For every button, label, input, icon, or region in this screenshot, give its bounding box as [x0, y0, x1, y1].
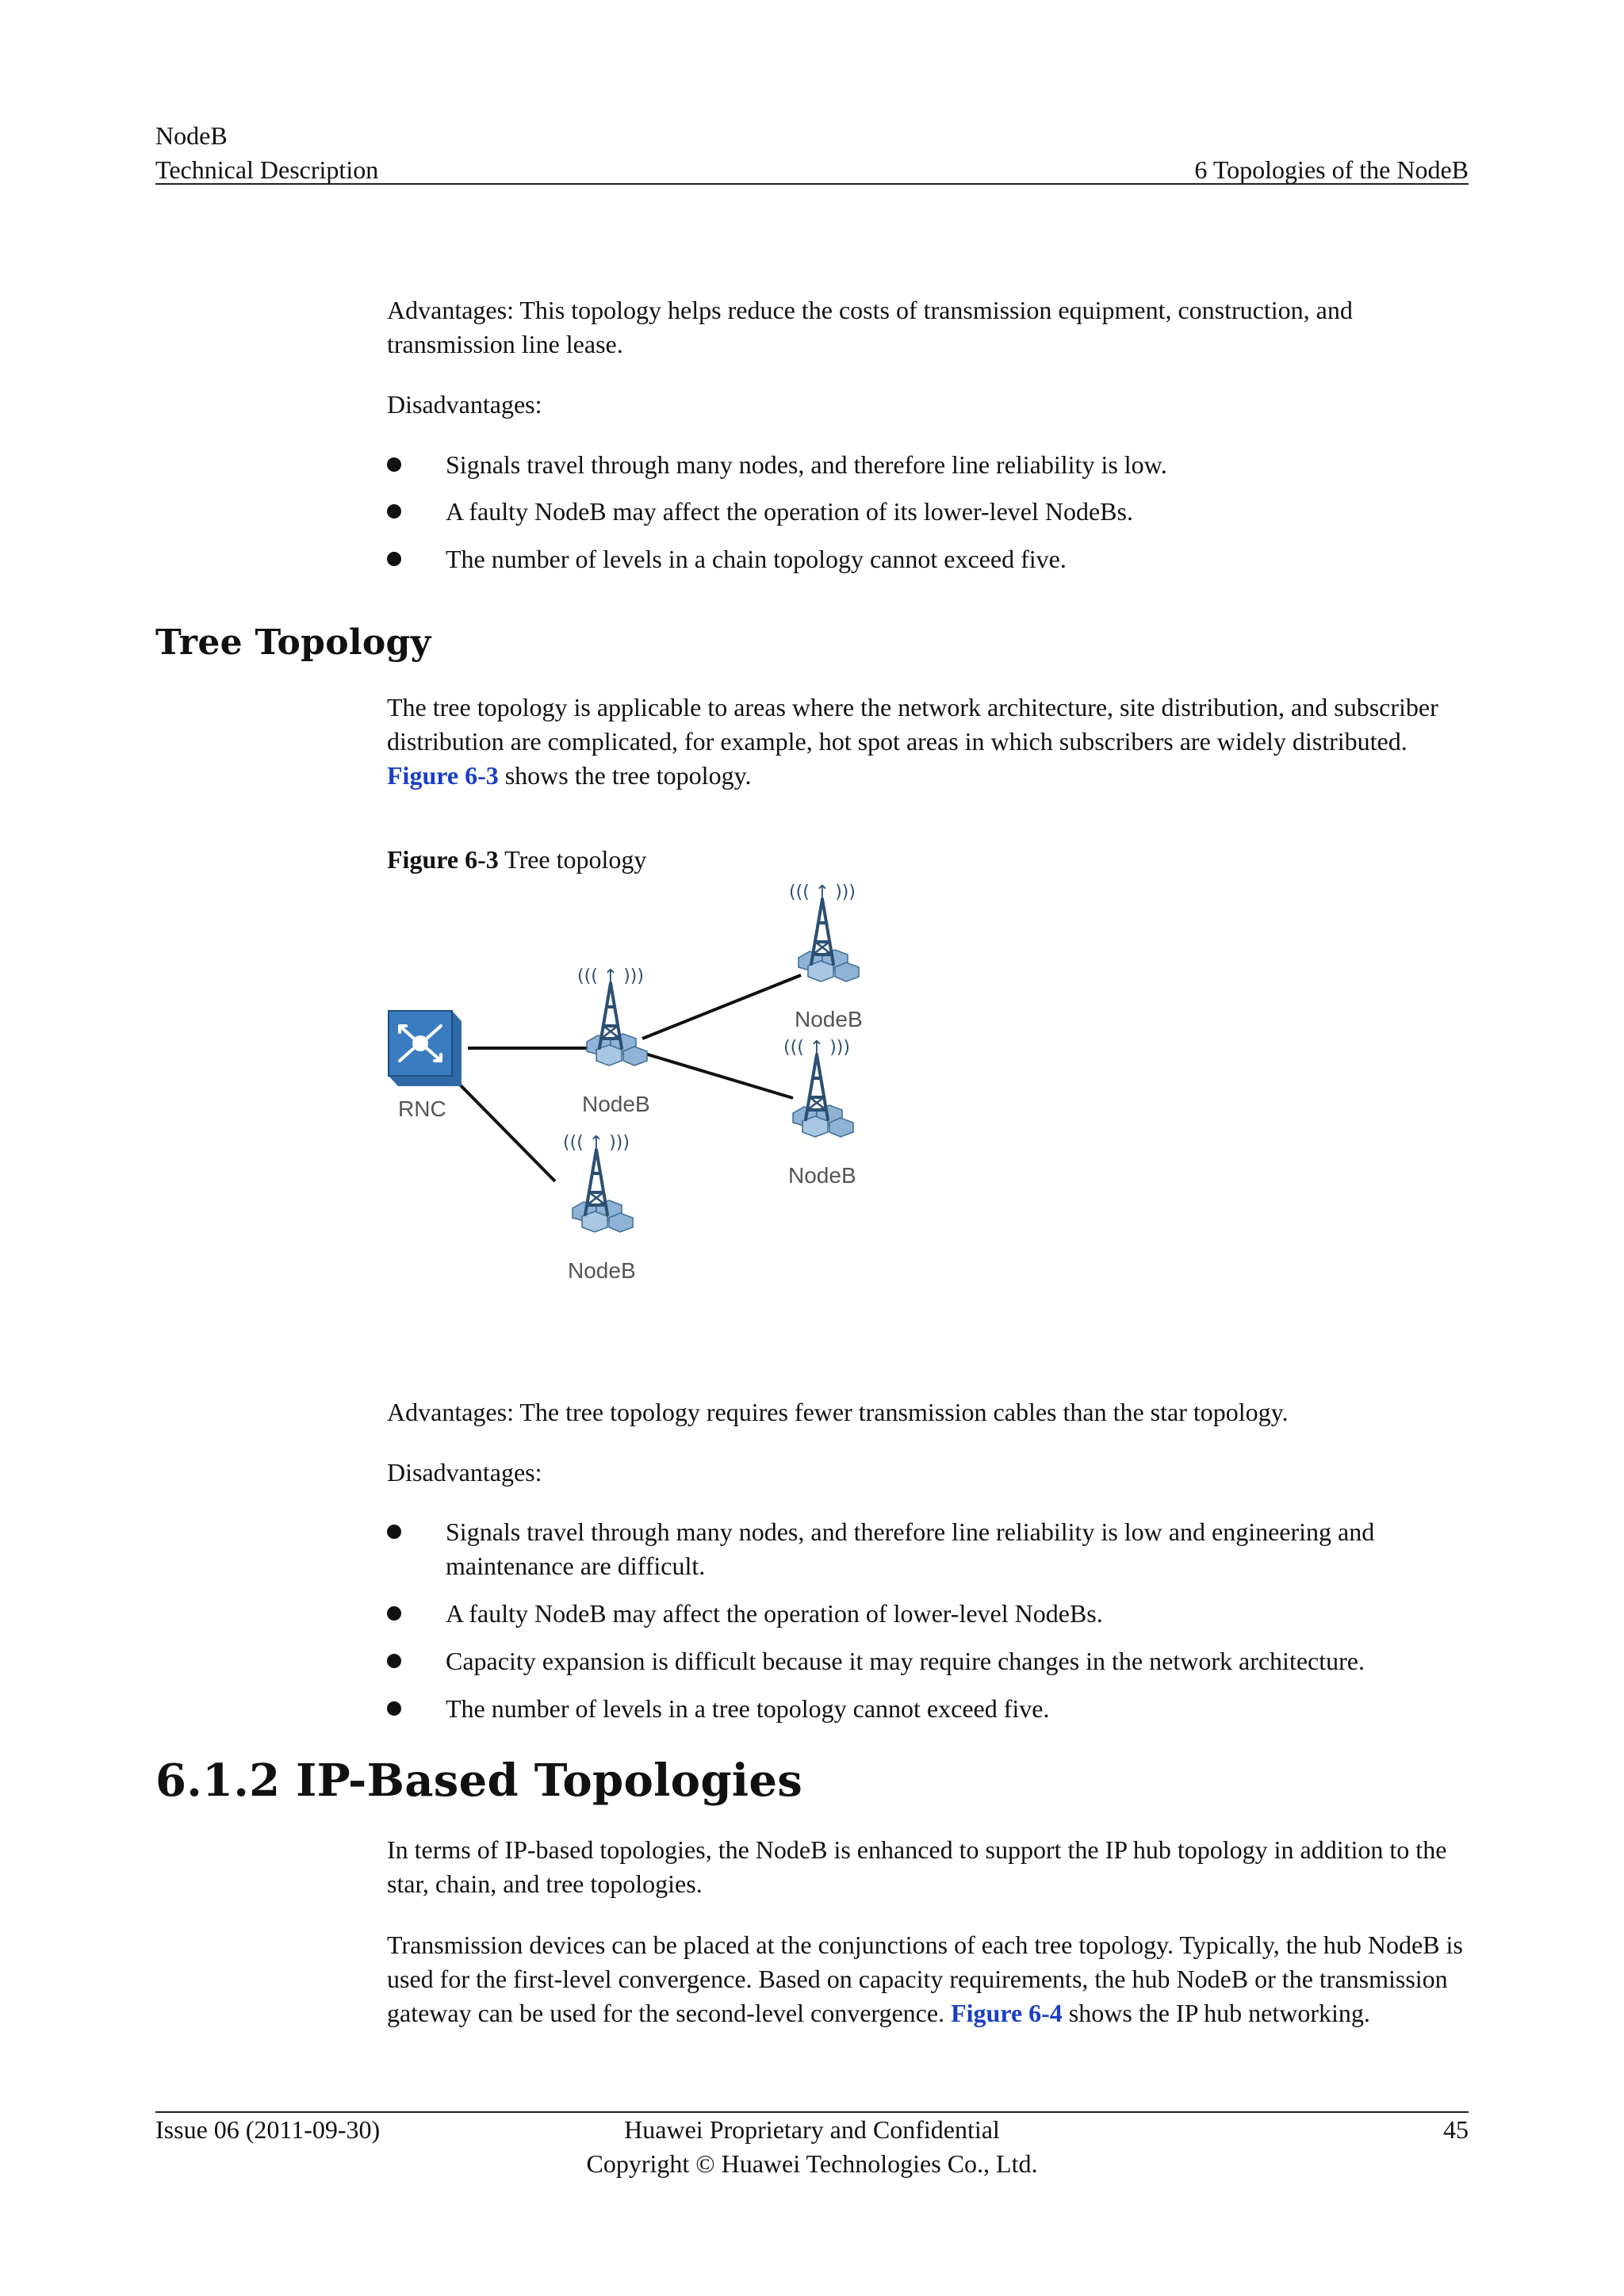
page-number: 45: [1443, 2115, 1469, 2144]
bullet-icon: [387, 1701, 401, 1716]
footer-proprietary: Huawei Proprietary and Confidential: [624, 2115, 1000, 2144]
link-rnc-bottom: [452, 1077, 555, 1181]
rnc-icon: [389, 1011, 462, 1086]
section-heading-tree: Tree Topology: [155, 622, 431, 663]
list-item: The number of levels in a tree topology cannot exceed five.: [387, 1692, 1469, 1726]
chain-disadvantages-label: Disadvantages:: [387, 390, 542, 419]
bullet-icon: [387, 457, 401, 472]
nodeb-tower-icon: [577, 966, 647, 1066]
nodeb-label: NodeB: [582, 1092, 650, 1116]
ip-paragraph-1: In terms of IP-based topologies, the NodeB is enhanced to support the IP hub topology in addition to the star, chain, and tree topologies.: [387, 1835, 1447, 1898]
figure-6-4-link[interactable]: Figure 6-4: [951, 1999, 1063, 2027]
header-product: NodeB: [155, 121, 228, 150]
figure-6-3-link[interactable]: Figure 6-3: [387, 761, 499, 790]
link-hub-right: [642, 1053, 793, 1098]
chain-advantages: Advantages: This topology helps reduce the costs of transmission equipment, construction, and transmission line lease.: [387, 296, 1353, 358]
footer-issue: Issue 06 (2011-09-30): [155, 2115, 381, 2144]
header-doc-title: Technical Description: [155, 155, 379, 184]
figure-title: Tree topology: [504, 845, 647, 874]
tree-advantages: Advantages: The tree topology requires fewer transmission cables than the star topology.: [387, 1398, 1289, 1426]
nodeb-label: NodeB: [795, 1007, 863, 1031]
figure-label: Figure 6-3: [387, 845, 499, 874]
header-rule: [155, 183, 1469, 185]
list-item: The number of levels in a chain topology cannot exceed five.: [387, 542, 1469, 576]
nodeb-label: NodeB: [788, 1163, 856, 1188]
section-heading-ip: 6.1.2 IP-Based Topologies: [155, 1755, 803, 1807]
bullet-icon: [387, 1525, 401, 1539]
footer-copyright: Copyright © Huawei Technologies Co., Ltd.: [586, 2149, 1038, 2178]
list-item: A faulty NodeB may affect the operation of lower-level NodeBs.: [387, 1597, 1469, 1631]
bullet-icon: [387, 504, 401, 519]
nodeb-tower-icon: [789, 882, 859, 982]
list-item: A faulty NodeB may affect the operation of its lower-level NodeBs.: [387, 495, 1469, 529]
list-item: Signals travel through many nodes, and therefore line reliability is low and engineering and maintenance are difficult.: [387, 1515, 1469, 1583]
link-hub-top: [642, 975, 801, 1039]
header-chapter: 6 Topologies of the NodeB: [1194, 155, 1469, 184]
footer-center: [476, 2113, 1148, 2181]
bullet-icon: [387, 1654, 401, 1668]
list-item: Capacity expansion is difficult because it may require changes in the network architecture.: [387, 1644, 1469, 1678]
running-header-left: [155, 119, 378, 187]
tree-topology-diagram: ((( ↑ ))) RNC NodeB NodeB NodeB NodeB: [339, 816, 863, 1283]
list-item: Signals travel through many nodes, and therefore line reliability is low.: [387, 448, 1469, 482]
nodeb-label: NodeB: [568, 1258, 636, 1283]
nodeb-tower-icon: [783, 1038, 853, 1137]
figure-caption: [387, 843, 646, 877]
tree-intro-paragraph: The tree topology is applicable to areas where the network architecture, site distribution, and subscriber distribution are complicated, for example, hot spot areas in which subscribers are widely distributed. Figure 6-3 shows the tree topology.: [387, 693, 1438, 790]
ip-paragraph-2: Transmission devices can be placed at the conjunctions of each tree topology. Typically, the hub NodeB is used for the first-level convergence. Based on capacity requirements, the hub NodeB or the transmission gateway can be used for the second-level convergence. Figure 6-4 shows the IP hub networking.: [387, 1931, 1463, 2027]
nodeb-tower-icon: [563, 1133, 633, 1232]
bullet-icon: [387, 552, 401, 566]
bullet-icon: [387, 1606, 401, 1621]
tree-disadvantages-label: Disadvantages:: [387, 1458, 542, 1487]
rnc-label: RNC: [398, 1096, 446, 1121]
